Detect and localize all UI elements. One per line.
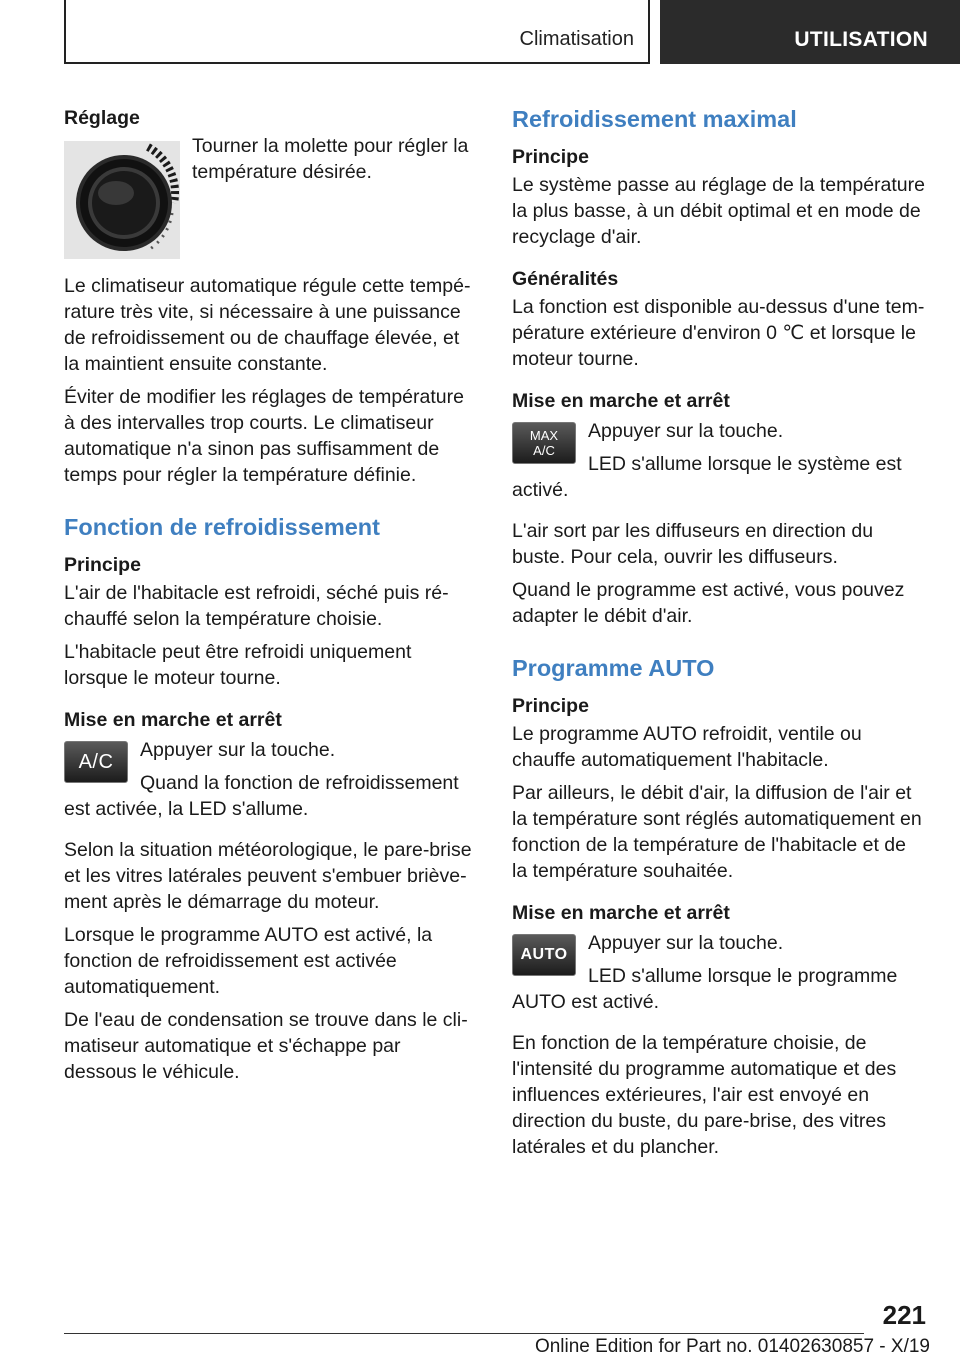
maxcool-text-6: Quand le programme est activé, vous pouvez adapter le débit d'air. [512,579,905,627]
cooling-text-6: Lorsque le programme AUTO est activé, la fonction de refroidissement est activée automatiquement. [64,924,433,998]
page-number: 221 [882,1300,926,1330]
maxcool-general-heading: Généralités [512,268,619,290]
auto-text-4: LED s'allume lorsque le programme AUTO est activé. [512,965,898,1013]
cooling-text-2: L'habitacle peut être refroidi uniquement lorsque le moteur tourne. [64,641,412,689]
reglage-text-3: Éviter de modifier les réglages de température à des intervalles trop courts. Le climatiseur automatique n'a sinon pas suffisamment de temps pour régler la température définie. [64,386,464,486]
auto-button[interactable]: AUTO [512,934,576,976]
cooling-text-7: De l'eau de condensation se trouve dans le climatiseur automatique et s'échappe par dessous le véhicule. [64,1009,468,1083]
cooling-text-5: Selon la situation météorologique, le pare-brise et les vitres latérales peuvent s'embuer brièvement après le démarrage du moteur. [64,839,472,913]
cooling-text-1: L'air de l'habitacle est refroidi, séché puis réchauffé selon la température choisie. [64,582,449,630]
reglage-heading: Réglage [64,107,140,129]
maxcool-heading: Refroidissement maximal [512,106,797,132]
footer-divider [64,1333,864,1334]
max-ac-button-line2: A/C [533,443,555,458]
auto-principle-heading: Principe [512,695,589,717]
max-ac-button-line1: MAX [529,428,559,443]
auto-text-1: Le programme AUTO refroidit, ventile ou chauffe automatiquement l'habitacle. [512,723,862,771]
maxcool-text-1: Le système passe au réglage de la température la plus basse, à un débit optimal et en mode de recyclage d'air. [512,174,925,248]
cooling-text-3: Appuyer sur la touche. [140,739,336,761]
cooling-heading: Fonction de refroidissement [64,514,380,540]
maxcool-onoff-heading: Mise en marche et arrêt [512,390,730,412]
cooling-onoff-heading: Mise en marche et arrêt [64,709,282,731]
temperature-knob-image [64,141,180,259]
header-chapter-title: UTILISATION [794,28,928,51]
maxcool-text-5: L'air sort par les diffuseurs en direction du buste. Pour cela, ouvrir les diffuseurs. [512,520,874,568]
maxcool-text-2: La fonction est disponible au-dessus d'une température extérieure d'environ 0 ℃ et lorsque le moteur tourne. [512,296,925,370]
right-column [512,100,926,1167]
auto-text-2: Par ailleurs, le débit d'air, la diffusion de l'air et la température sont réglés automatiquement en fonction de la température de l'habitacle et de la température souhaitée. [512,782,922,882]
left-column [64,100,478,1092]
ac-button[interactable]: A/C [64,741,128,783]
maxcool-text-3: Appuyer sur la touche. [588,420,784,442]
footer-edition: Online Edition for Part no. 01402630857 - X/19 [534,1336,930,1357]
auto-text-3: Appuyer sur la touche. [588,932,784,954]
maxcool-principle-heading: Principe [512,146,589,168]
reglage-text-1: Tourner la molette pour régler la température désirée. [192,135,469,183]
max-ac-button[interactable] [512,422,576,464]
cooling-text-4: Quand la fonction de refroidissement est activée, la LED s'allume. [64,772,459,820]
reglage-text-2: Le climatiseur automatique régule cette température très vite, si nécessaire à une puissance de refroidissement ou de chauffage élevée, et la maintient ensuite constante. [64,275,471,375]
auto-onoff-heading: Mise en marche et arrêt [512,902,730,924]
cooling-principle-heading: Principe [64,554,141,576]
header-section-title: Climatisation [519,28,634,50]
temperature-knob-icon [64,141,180,259]
auto-text-5: En fonction de la température choisie, de l'intensité du programme automatique et des influences extérieures, l'air est envoyé en direction du buste, du pare-brise, des vitres latérales et du plancher. [512,1032,897,1158]
maxcool-text-4: LED s'allume lorsque le système est activé. [512,453,902,501]
auto-heading: Programme AUTO [512,655,715,681]
